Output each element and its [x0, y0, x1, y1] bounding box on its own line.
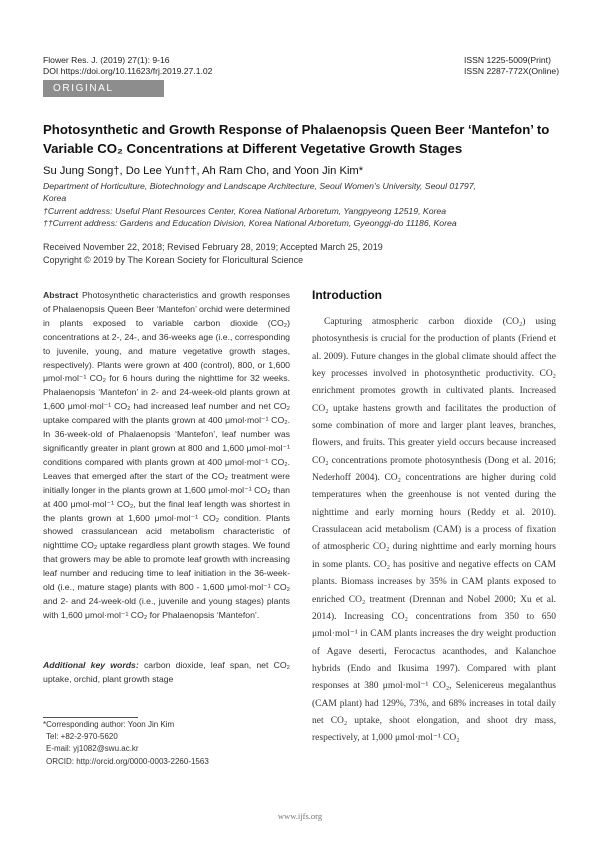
footnote-divider — [43, 717, 138, 718]
introduction-heading: Introduction — [312, 288, 382, 302]
abstract-block — [43, 289, 290, 623]
keywords-label: Additional key words: — [43, 660, 139, 670]
author-list: Su Jung Song†, Do Lee Yun††, Ah Ram Cho, and Yoon Jin Kim* — [43, 165, 364, 177]
title-line-2: Variable CO₂ Concentrations at Different Vegetative Growth Stages — [43, 141, 463, 156]
corresponding-author: *Corresponding author: Yoon Jin Kim — [43, 720, 175, 729]
keywords-text: carbon dioxide, leaf span, net CO₂ uptake, orchid, plant growth stage — [43, 660, 290, 684]
abstract-text: Photosynthetic characteristics and growth responses of Phalaenopsis Queen Beer ‘Mantefon’ orchid were determined in plants exposed to variable carbon dioxide (CO₂) concentrations at 2-, 24-, and 36-weeks age (i.e., corresponding to juvenile, young, and mature vegetative growth stages, respectively). Plants were grown at 400 (control), 800, or 1,600 μmol·mol⁻¹ CO₂ for 6 hours during the nighttime for 32 weeks. Phalaenopsis ‘Mantefon’ in 2- and 24-week-old plants grown at 1,600 μmol·mol⁻¹ CO₂ had increased leaf number and net CO₂ uptake compared with the plants grown at 400 μmol·mol⁻¹ CO₂. In 36-week-old of Phalaenopsis ‘Mantefon’, leaf number was significantly greater in plant grown at 800 and 1,600 μmol·mol⁻¹ conditions compared with plants grown at 400 μmol·mol⁻¹ CO₂. Leaves that emerged after the start of the CO₂ treatment were initially longer in the plants grown at 1,600 μmol·mol⁻¹ CO₂ than at 400 μmol·mol⁻¹ CO₂, but the final leaf length was shortest in the plants grown at 1,600 μmol·mol⁻¹ CO₂ condition. Plants showed crassulancean acid metabolism characteristic of nighttime CO₂ uptake regardless plant growth stages. We found that growers may be able to promote leaf growth with increasing leaf number and reducing time to leaf initiation in the 36-week-old (i.e., mature stage) plants with 800 - 1,600 μmol·mol⁻¹ CO₂ and 2- and 24-week-old (i.e., juvenile and young stages) plants with 1,600 μmol·mol⁻¹ CO₂ for Phalaenopsis ‘Mantefon’. — [43, 290, 290, 620]
article-title — [43, 120, 563, 158]
issn-online: ISSN 2287-772X(Online) — [464, 66, 560, 76]
corresponding-author-info — [43, 719, 209, 768]
corresponding-email[interactable]: E-mail: yj1082@swu.ac.kr — [46, 744, 139, 754]
journal-website[interactable]: www.ijfs.org — [277, 811, 323, 821]
keywords-block — [43, 659, 290, 687]
doi-link[interactable]: DOI https://doi.org/10.11623/frj.2019.27.1.02 — [43, 66, 213, 76]
introduction-text: Capturing atmospheric carbon dioxide (CO₂) using photosynthesis is crucial for the production of plants (Friend et al. 2009). Future changes in the global climate should affect the key processes involved in photosynthetic productivity. CO₂ enrichment promotes growth in cultivated plants. Increased CO₂ uptake hastens growth and facilitates the production of some combination of more and larger plant leaves, branches, flowers, and fruits. This greater yield occurs because increased CO₂ concentrations promote photosynthesis (Dong et al. 2016; Nederhoff 2004). CO₂ concentrations are higher during cold temperatures when the greenhouse is not vented during the nighttime and early morning hours (Reddy et al. 2010). Crassulacean acid metabolism (CAM) is a process of fixation of atmospheric CO₂ during nighttime and early morning hours in some plants. CO₂ has positive and negative effects on CAM plants. Biomass increases by 35% in CAM plants exposed to enriched CO₂ treatment (Drennan and Nobel 2000; Xu et al. 2014). Increasing CO₂ concentrations from 350 to 650 μmol·mol⁻¹ in CAM plants increases the dry weight production of Agave deserti, Ferocactus acanthodes, and Kalanchoe hybrids (Endo and Ikusima 1997). Compared with plant responses at 380 μmol·mol⁻¹ CO₂, Selenicereus megalanthus (CAM plant) had 129%, 73%, and 68% increases in total daily net CO₂ uptake, shoot elongation, and shoot dry mass, respectively, at 1,000 μmol·mol⁻¹ CO₂ — [312, 317, 556, 744]
received-dates: Received November 22, 2018; Revised February 28, 2019; Accepted March 25, 2019 — [43, 242, 383, 252]
affiliation-line-2: Korea — [43, 192, 67, 203]
affiliation-line-1: Department of Horticulture, Biotechnology and Landscape Architecture, Seoul Women’s University, Seoul 01797, — [43, 181, 476, 191]
journal-citation: Flower Res. J. (2019) 27(1): 9-16 — [43, 55, 170, 65]
title-line-1: Photosynthetic and Growth Response of Phalaenopsis Queen Beer ‘Mantefon’ to — [43, 122, 550, 137]
affiliation — [43, 181, 563, 204]
issn-print: ISSN 1225-5009(Print) — [464, 55, 551, 65]
abstract-label: Abstract — [43, 290, 79, 300]
article-type-banner: ORIGINAL ARTICLE — [43, 80, 164, 97]
current-address-2: ††Current address: Gardens and Education Division, Korea National Arboretum, Gyeonggi-do 11186, Korea — [43, 218, 457, 228]
copyright-notice: Copyright © 2019 by The Korean Society for Floricultural Science — [43, 255, 304, 265]
corresponding-orcid[interactable]: ORCID: http://orcid.org/0000-0003-2260-1563 — [46, 756, 209, 766]
corresponding-tel: Tel: +82-2-970-5620 — [46, 732, 118, 742]
current-address-1: †Current address: Useful Plant Resources Center, Korea National Arboretum, Yangpyeong 12519, Korea — [43, 206, 447, 216]
